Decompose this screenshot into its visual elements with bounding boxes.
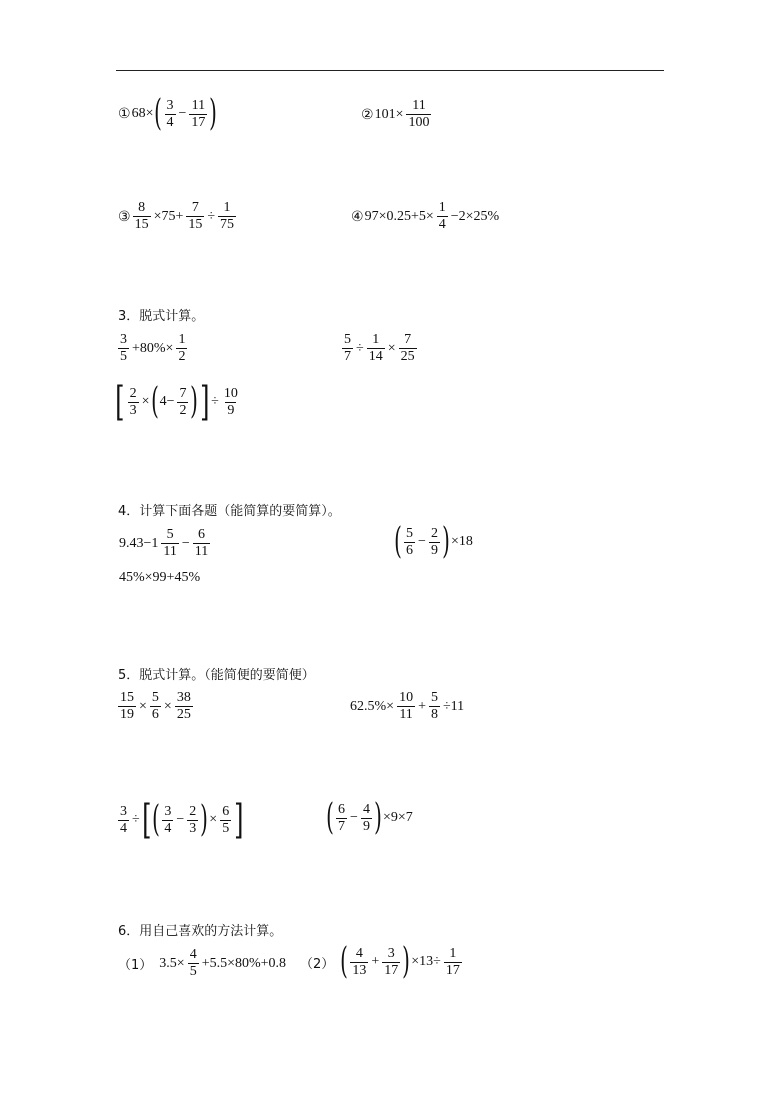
fraction: $\frac{10}{9}$ bbox=[223, 385, 238, 418]
text: 45%×99+45% bbox=[119, 570, 201, 585]
text: 97×0.25+5× bbox=[364, 208, 434, 224]
left-paren: ( bbox=[340, 941, 349, 982]
operator: × bbox=[163, 698, 172, 714]
fraction: $\frac{38}{25}$ bbox=[176, 690, 191, 722]
text: ×9×7 bbox=[383, 810, 413, 825]
fraction: $\frac{5}{8}$ bbox=[430, 690, 438, 722]
problem-number: ④ bbox=[351, 208, 364, 225]
operator: + bbox=[371, 954, 380, 969]
operator: − bbox=[181, 535, 190, 551]
text: +80%× bbox=[132, 340, 174, 356]
section-5-expr-2 bbox=[349, 690, 465, 723]
right-paren: ) bbox=[374, 797, 382, 838]
operator: − bbox=[350, 810, 358, 825]
text: ×13÷ bbox=[411, 954, 441, 969]
left-bracket: [ bbox=[141, 797, 152, 843]
section-6-expr-2 bbox=[300, 941, 464, 982]
fraction: $\frac{15}{19}$ bbox=[120, 690, 134, 722]
fraction: $\frac{3}{4}$ bbox=[120, 803, 127, 836]
fraction: $\frac{3}{4}$ bbox=[166, 97, 174, 130]
right-paren: ) bbox=[209, 93, 218, 134]
section-6-expr-1 bbox=[118, 947, 287, 980]
fraction: $\frac{5}{7}$ bbox=[344, 332, 351, 364]
fraction: $\frac{6}{11}$ bbox=[194, 527, 209, 559]
left-paren: ( bbox=[394, 521, 402, 562]
fraction: $\frac{1}{4}$ bbox=[438, 200, 446, 232]
fraction: $\frac{5}{6}$ bbox=[406, 525, 414, 558]
section-4-expr-3 bbox=[118, 570, 201, 586]
text: ÷11 bbox=[442, 698, 465, 714]
operator: − bbox=[418, 534, 426, 549]
fraction: $\frac{5}{6}$ bbox=[151, 690, 159, 722]
problem-1 bbox=[118, 93, 218, 134]
text: −2×25% bbox=[450, 208, 500, 224]
problem-4 bbox=[351, 200, 500, 233]
left-paren: ( bbox=[326, 797, 334, 838]
left-bracket: [ bbox=[115, 379, 125, 425]
fraction: $\frac{2}{3}$ bbox=[189, 803, 197, 836]
fraction: $\frac{10}{11}$ bbox=[399, 690, 414, 722]
section-3-expr-3 bbox=[114, 379, 242, 425]
section-3-expr-1 bbox=[116, 332, 189, 365]
item-label: （1） bbox=[118, 958, 153, 973]
fraction: $\frac{7}{2}$ bbox=[179, 385, 187, 418]
fraction: $\frac{3}{4}$ bbox=[164, 803, 172, 836]
fraction: $\frac{1}{2}$ bbox=[178, 332, 186, 364]
operator: × bbox=[141, 394, 150, 409]
problem-number: ③ bbox=[118, 208, 131, 225]
fraction: $\frac{1}{17}$ bbox=[445, 945, 460, 978]
text: +5.5×80%+0.8 bbox=[201, 955, 287, 971]
fraction: $\frac{11}{100}$ bbox=[408, 98, 430, 130]
fraction: $\frac{11}{17}$ bbox=[191, 97, 206, 130]
fraction: $\frac{7}{15}$ bbox=[188, 200, 203, 232]
fraction: $\frac{1}{75}$ bbox=[220, 200, 235, 232]
text: 3.5× bbox=[159, 955, 185, 971]
text: ×75+ bbox=[153, 208, 184, 224]
item-label: （2） bbox=[300, 956, 335, 972]
right-paren: ) bbox=[442, 521, 450, 562]
operator: + bbox=[418, 698, 426, 714]
problem-3 bbox=[118, 200, 238, 233]
fraction: $\frac{2}{9}$ bbox=[430, 525, 438, 558]
fraction: $\frac{8}{15}$ bbox=[134, 200, 149, 232]
fraction: $\frac{7}{25}$ bbox=[400, 332, 415, 364]
text: 4− bbox=[159, 394, 175, 409]
right-paren: ) bbox=[402, 941, 411, 982]
header-rule bbox=[116, 70, 664, 71]
text: 62.5%× bbox=[350, 698, 395, 714]
right-bracket: ] bbox=[199, 379, 210, 425]
operator: − bbox=[176, 812, 185, 827]
problem-number: ② bbox=[361, 106, 374, 123]
section-4-expr-1 bbox=[118, 527, 212, 560]
operator: × bbox=[139, 698, 147, 714]
operator: × bbox=[387, 340, 396, 356]
section-5-expr-4 bbox=[326, 797, 414, 838]
text: 9.43−1 bbox=[119, 535, 159, 551]
right-bracket: ] bbox=[234, 797, 244, 843]
fraction: $\frac{6}{5}$ bbox=[222, 803, 230, 836]
section-5-heading: 5．脱式计算。（能简便的要简便） bbox=[118, 668, 315, 683]
left-paren: ( bbox=[150, 381, 159, 422]
fraction: $\frac{3}{5}$ bbox=[120, 332, 127, 364]
operator: − bbox=[178, 106, 187, 121]
fraction: $\frac{4}{9}$ bbox=[362, 801, 370, 834]
section-6-heading: 6．用自己喜欢的方法计算。 bbox=[118, 924, 283, 939]
section-5-expr-3 bbox=[116, 797, 245, 843]
right-paren: ) bbox=[200, 799, 209, 840]
problem-number: ① bbox=[118, 106, 131, 122]
text: 101× bbox=[374, 106, 404, 122]
section-3-expr-2 bbox=[340, 332, 419, 365]
section-4-expr-2 bbox=[394, 521, 474, 562]
operator: ÷ bbox=[207, 208, 216, 224]
problem-2 bbox=[361, 98, 433, 131]
fraction: $\frac{4}{5}$ bbox=[189, 947, 197, 979]
operator: ÷ bbox=[132, 812, 140, 827]
right-paren: ) bbox=[190, 381, 199, 422]
fraction: $\frac{6}{7}$ bbox=[338, 801, 346, 834]
fraction: $\frac{1}{14}$ bbox=[368, 332, 383, 364]
operator: ÷ bbox=[211, 394, 219, 409]
operator: ÷ bbox=[356, 340, 364, 356]
left-paren: ( bbox=[154, 93, 163, 134]
text: 68× bbox=[131, 106, 154, 121]
fraction: $\frac{3}{17}$ bbox=[384, 945, 399, 978]
fraction: $\frac{5}{11}$ bbox=[163, 527, 177, 559]
section-5-expr-1 bbox=[116, 690, 195, 723]
left-paren: ( bbox=[152, 799, 161, 840]
section-3-heading: 3．脱式计算。 bbox=[118, 309, 205, 324]
operator: × bbox=[209, 812, 218, 827]
fraction: $\frac{4}{13}$ bbox=[352, 945, 367, 978]
text: ×18 bbox=[451, 534, 473, 549]
section-4-heading: 4．计算下面各题（能简算的要简算）。 bbox=[118, 504, 341, 519]
fraction: $\frac{2}{3}$ bbox=[129, 385, 137, 418]
